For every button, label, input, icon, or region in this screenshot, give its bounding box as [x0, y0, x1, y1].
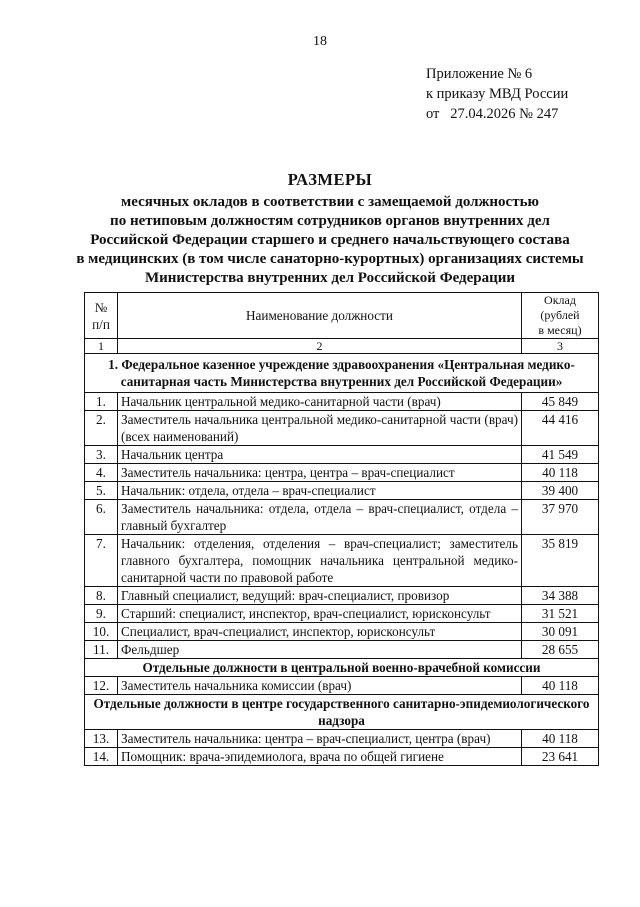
table-row: [85, 587, 599, 605]
annex-line-2: к приказу МВД России: [426, 86, 569, 102]
position-name: Заместитель начальника: центра – врач-специалист, центра (врач): [118, 730, 522, 748]
row-number: 1.: [85, 393, 118, 411]
row-number: 8.: [85, 587, 118, 605]
row-number: 14.: [85, 748, 118, 766]
annex-line-3: от 27.04.2026 № 247: [426, 106, 559, 122]
column-index-row: [85, 339, 599, 354]
row-number: 3.: [85, 446, 118, 464]
table-row: [85, 730, 599, 748]
position-name: Начальник: отдела, отдела – врач-специалист: [118, 482, 522, 500]
position-name: Заместитель начальника: центра, центра – врач-специалист: [118, 464, 522, 482]
section-row: [85, 354, 599, 393]
table-row: [85, 500, 599, 535]
position-name: Заместитель начальника: отдела, отдела – врач-специалист, отдела – главный бухгалтер: [118, 500, 522, 535]
row-number: 9.: [85, 605, 118, 623]
salary-value: 44 416: [522, 411, 599, 446]
title-line-2: по нетиповым должностям сотрудников органов внутренних дел: [110, 213, 550, 229]
title-line-4: в медицинских (в том числе санаторно-курортных) организациях системы: [76, 251, 584, 267]
section-title: 1. Федеральное казенное учреждение здравоохранения «Центральная медико-санитарная часть Министерства внутренних дел Российской Федерации»: [85, 354, 599, 393]
table-row: [85, 605, 599, 623]
title-line-3: Российской Федерации старшего и среднего начальствующего состава: [90, 232, 570, 248]
salary-value: 40 118: [522, 464, 599, 482]
salary-value: 41 549: [522, 446, 599, 464]
column-index: 1: [85, 339, 118, 354]
position-name: Главный специалист, ведущий: врач-специалист, провизор: [118, 587, 522, 605]
salary-value: 35 819: [522, 535, 599, 587]
header-salary-l2: (рублей: [540, 308, 580, 322]
position-name: Фельдшер: [118, 641, 522, 659]
header-name: Наименование должности: [118, 293, 522, 339]
row-number: 13.: [85, 730, 118, 748]
row-number: 5.: [85, 482, 118, 500]
document-title: [60, 170, 600, 288]
position-name: Старший: специалист, инспектор, врач-специалист, юрисконсульт: [118, 605, 522, 623]
title-heading: РАЗМЕРЫ: [287, 170, 373, 189]
salary-value: 30 091: [522, 623, 599, 641]
table-row: [85, 411, 599, 446]
subsection-title: Отдельные должности в центре государственного санитарно-эпидемиологического надзора: [85, 695, 599, 730]
table-row: [85, 446, 599, 464]
subsection-row: [85, 659, 599, 677]
column-index: 3: [522, 339, 599, 354]
row-number: 2.: [85, 411, 118, 446]
subsection-row: [85, 695, 599, 730]
row-number: 7.: [85, 535, 118, 587]
table-header-row: [85, 293, 599, 339]
table-row: [85, 482, 599, 500]
position-name: Начальник центральной медико-санитарной части (врач): [118, 393, 522, 411]
table-row: [85, 677, 599, 695]
table-row: [85, 393, 599, 411]
table-row: [85, 748, 599, 766]
page-number: 18: [313, 34, 327, 49]
subsection-title: Отдельные должности в центральной военно-врачебной комиссии: [85, 659, 599, 677]
header-salary-l1: Оклад: [544, 293, 576, 307]
salary-value: 34 388: [522, 587, 599, 605]
header-salary: [522, 293, 599, 339]
annex-header: [426, 64, 568, 124]
annex-line-1: Приложение № 6: [426, 66, 533, 82]
salary-value: 23 641: [522, 748, 599, 766]
salary-value: 45 849: [522, 393, 599, 411]
row-number: 10.: [85, 623, 118, 641]
title-line-5: Министерства внутренних дел Российской Федерации: [144, 270, 516, 286]
row-number: 12.: [85, 677, 118, 695]
table-row: [85, 623, 599, 641]
column-index: 2: [118, 339, 522, 354]
row-number: 6.: [85, 500, 118, 535]
salary-value: 31 521: [522, 605, 599, 623]
position-name: Заместитель начальника комиссии (врач): [118, 677, 522, 695]
salary-value: 39 400: [522, 482, 599, 500]
table-row: [85, 641, 599, 659]
title-line-1: месячных окладов в соответствии с замещаемой должностью: [121, 194, 539, 210]
row-number: 11.: [85, 641, 118, 659]
salary-table: [84, 292, 599, 766]
position-name: Помощник: врача-эпидемиолога, врача по общей гигиене: [118, 748, 522, 766]
salary-value: 37 970: [522, 500, 599, 535]
row-number: 4.: [85, 464, 118, 482]
table-row: [85, 535, 599, 587]
position-name: Специалист, врач-специалист, инспектор, юрисконсульт: [118, 623, 522, 641]
position-name: Начальник: отделения, отделения – врач-специалист; заместитель главного бухгалтера, помощник начальника центральной медико-санитарной части по правовой работе: [118, 535, 522, 587]
header-num: № п/п: [85, 293, 118, 339]
position-name: Начальник центра: [118, 446, 522, 464]
position-name: Заместитель начальника центральной медико-санитарной части (врач) (всех наименований): [118, 411, 522, 446]
table-row: [85, 464, 599, 482]
salary-value: 40 118: [522, 730, 599, 748]
header-salary-l3: в месяц): [538, 323, 582, 337]
salary-value: 28 655: [522, 641, 599, 659]
salary-value: 40 118: [522, 677, 599, 695]
